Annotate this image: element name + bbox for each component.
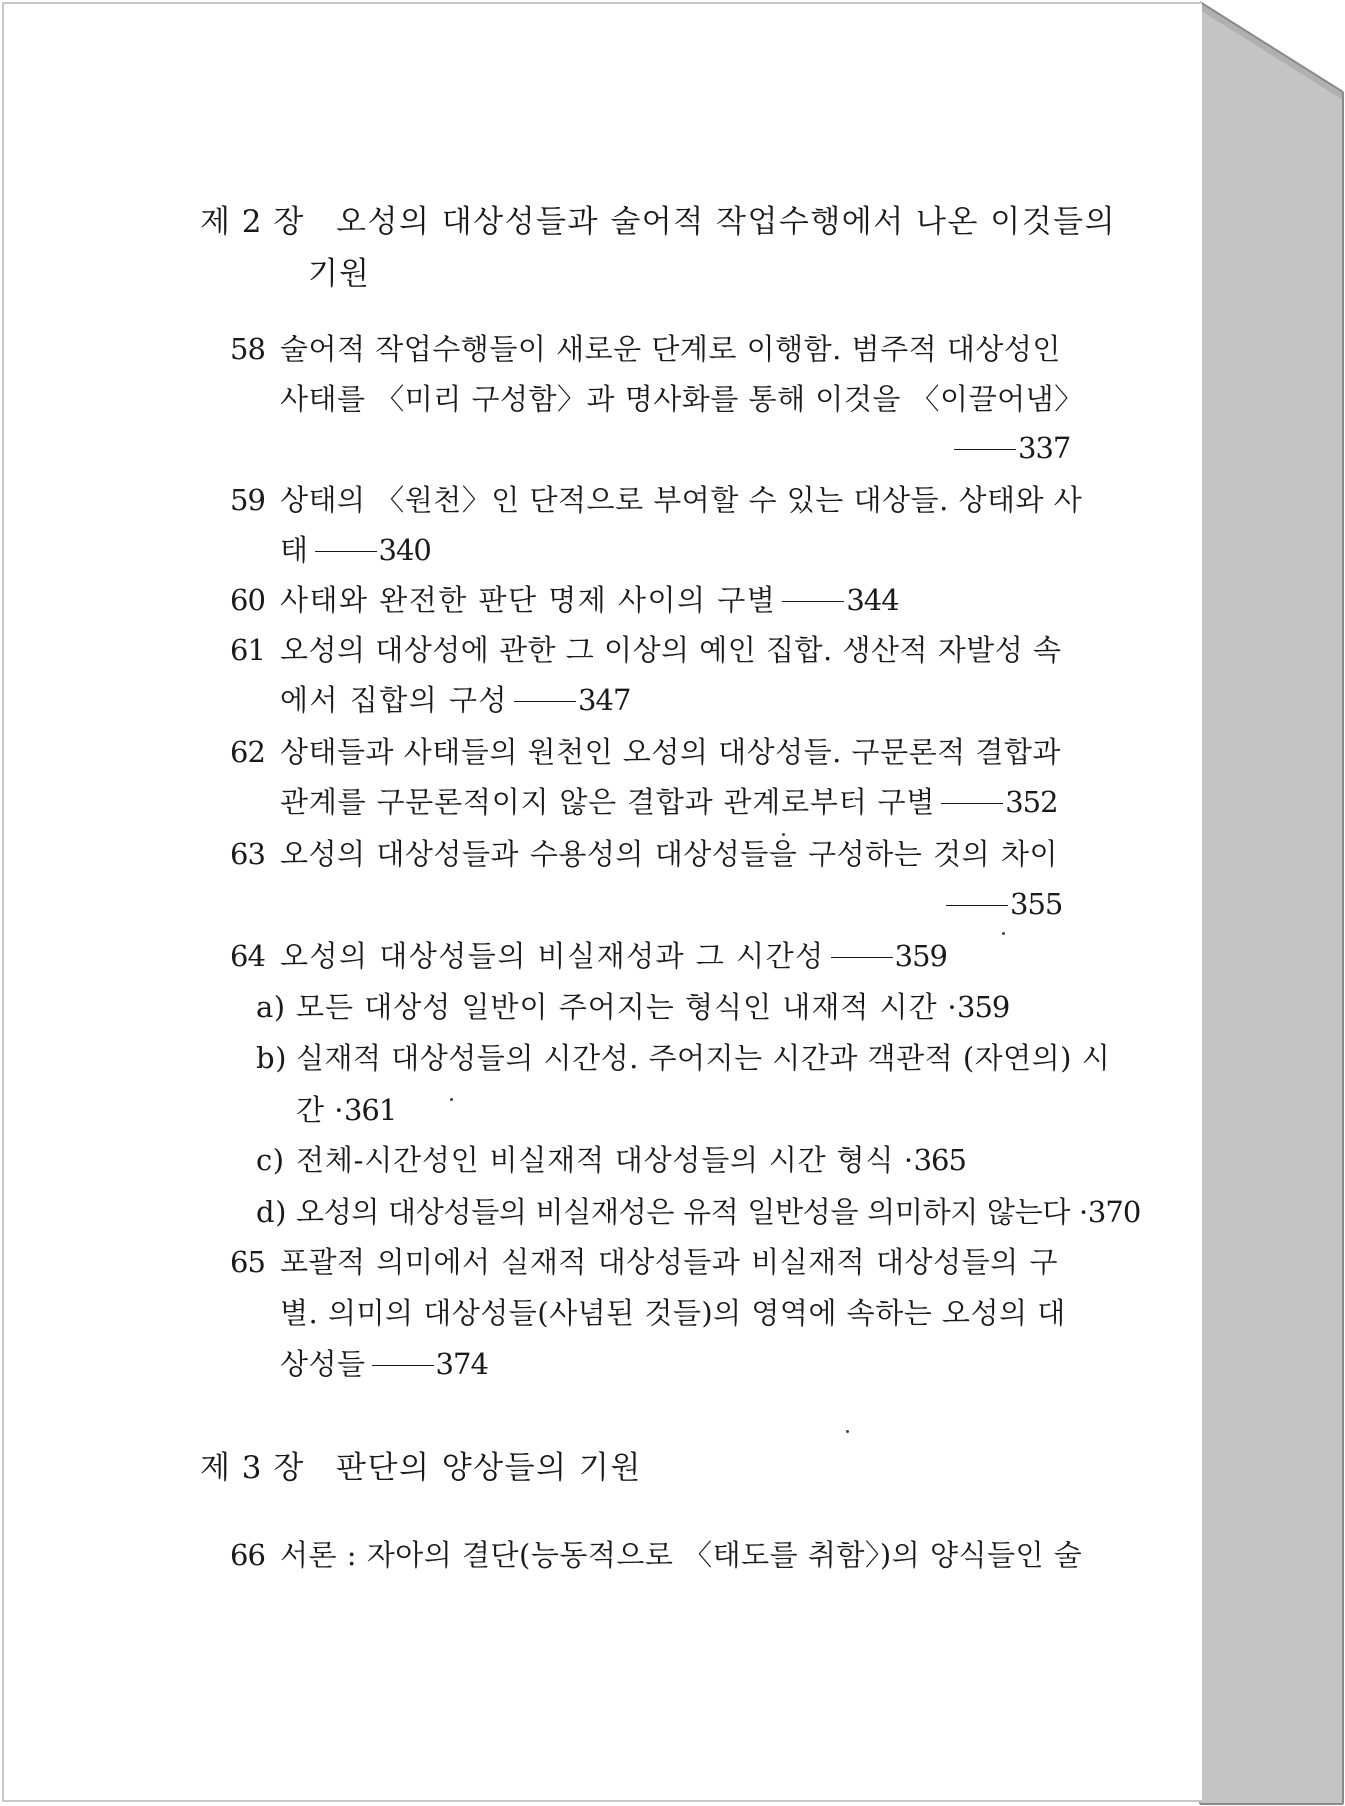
- leader-dash: [372, 1365, 434, 1366]
- entry-64a-separator: ·: [947, 990, 958, 1024]
- entry-65-line2: 별. 의미의 대상성들(사념된 것들)의 영역에 속하는 오성의 대: [280, 1296, 1066, 1330]
- entry-63-page: 355: [1010, 887, 1063, 921]
- scan-speck: [1002, 932, 1005, 935]
- entry-61-number: 61: [230, 633, 265, 667]
- entry-58-page: 337: [1018, 431, 1071, 465]
- entry-60-page: 344: [846, 583, 899, 617]
- leader-dash: [782, 601, 844, 602]
- entry-63-page-ref: [940, 884, 1062, 924]
- chapter-3-number: 제 3 장: [200, 1450, 305, 1486]
- leader-dash: [315, 551, 377, 552]
- entry-59-page: 340: [378, 533, 431, 567]
- entry-61-line1: 오성의 대상성에 관한 그 이상의 예인 집합. 생산적 자발성 속: [280, 633, 1062, 667]
- chapter-2-title-line2: 기원: [308, 256, 370, 292]
- leader-dash: [941, 803, 1003, 804]
- entry-62-number: 62: [230, 735, 265, 769]
- entry-60-line1: [280, 580, 899, 620]
- entry-64-text: 오성의 대상성들의 비실재성과 그 시간성: [280, 939, 825, 973]
- entry-63-number: 63: [230, 837, 265, 871]
- entry-65-line3: [280, 1344, 488, 1384]
- entry-58-line1: 술어적 작업수행들이 새로운 단계로 이행함. 범주적 대상성인: [280, 332, 1061, 366]
- entry-64d-text: 오성의 대상성들의 비실재성은 유적 일반성을 의미하지 않는다: [296, 1195, 1071, 1229]
- entry-66-line1: 서론 : 자아의 결단(능동적으로 〈태도를 취함〉)의 양식들인 술: [280, 1538, 1083, 1572]
- entry-61-line2: [280, 680, 630, 720]
- entry-64a-text: 모든 대상성 일반이 주어지는 형식인 내재적 시간: [296, 990, 938, 1024]
- chapter-2-title-line1: 오성의 대상성들과 술어적 작업수행에서 나온 이것들의: [336, 204, 1117, 240]
- entry-62-line2-text: 관계를 구문론적이지 않은 결합과 관계로부터 구별: [280, 785, 936, 819]
- entry-64b-line2: [296, 1090, 396, 1130]
- entry-64b-page: 361: [343, 1093, 397, 1127]
- entry-64c-line1: [296, 1140, 966, 1180]
- leader-dash: [514, 701, 576, 702]
- entry-62-line1: 상태들과 사태들의 원천인 오성의 대상성들. 구문론적 결합과: [280, 735, 1061, 769]
- entry-60-text: 사태와 완전한 판단 명제 사이의 구별: [280, 583, 777, 617]
- entry-58-page-ref: [948, 428, 1070, 468]
- entry-59-line1: 상태의 〈원천〉인 단적으로 부여할 수 있는 대상들. 상태와 사: [280, 483, 1083, 517]
- chapter-3-heading: [200, 1448, 642, 1488]
- scan-speck: [782, 833, 785, 836]
- entry-61-line2-text: 에서 집합의 구성: [280, 683, 509, 717]
- entry-61-page: 347: [578, 683, 631, 717]
- entry-64-number: 64: [230, 939, 265, 973]
- entry-64c-label: c): [256, 1143, 285, 1177]
- entry-65-page: 374: [435, 1347, 488, 1381]
- leader-dash: [954, 449, 1016, 450]
- chapter-2-heading: [200, 202, 1117, 242]
- entry-64a-line1: [296, 987, 1009, 1027]
- entry-64d-page: 370: [1087, 1195, 1141, 1229]
- scan-speck: [846, 1430, 849, 1433]
- entry-65-line3-text: 상성들: [280, 1347, 366, 1381]
- entry-58-line2: 사태를 〈미리 구성함〉과 명사화를 통해 이것을 〈이끌어냄〉: [280, 382, 1084, 416]
- entry-62-line2: [280, 782, 1058, 822]
- entry-65-number: 65: [230, 1245, 265, 1279]
- leader-dash: [946, 905, 1008, 906]
- entry-64d-line1: [296, 1192, 1140, 1232]
- chapter-3-title: 판단의 양상들의 기원: [336, 1450, 642, 1486]
- entry-62-page: 352: [1005, 785, 1058, 819]
- entry-64-line1: [280, 936, 947, 976]
- entry-66-number: 66: [230, 1538, 265, 1572]
- scan-speck: [450, 1098, 453, 1101]
- entry-59-number: 59: [230, 483, 265, 517]
- entry-64b-line1: 실재적 대상성들의 시간성. 주어지는 시간과 객관적 (자연의) 시: [296, 1041, 1111, 1075]
- entry-59-line2: [280, 530, 431, 570]
- entry-64a-page: 359: [957, 990, 1010, 1024]
- entry-64d-separator: ·: [1079, 1195, 1088, 1229]
- entry-58-number: 58: [230, 332, 265, 366]
- entry-64-page: 359: [894, 939, 947, 973]
- entry-64d-label: d): [256, 1195, 287, 1229]
- entry-64b-label: b): [256, 1041, 287, 1075]
- entry-64a-label: a): [256, 990, 286, 1024]
- entry-64c-separator: ·: [903, 1143, 914, 1177]
- chapter-2-number: 제 2 장: [200, 204, 305, 240]
- entry-64c-text: 전체-시간성인 비실재적 대상성들의 시간 형식: [296, 1143, 895, 1177]
- leader-dash: [831, 957, 893, 958]
- entry-65-line1: 포괄적 의미에서 실재적 대상성들과 비실재적 대상성들의 구: [280, 1245, 1058, 1279]
- entry-63-line1: 오성의 대상성들과 수용성의 대상성들을 구성하는 것의 차이: [280, 837, 1058, 871]
- entry-60-number: 60: [230, 583, 265, 617]
- entry-64b-line2-text: 간: [296, 1093, 325, 1127]
- entry-64b-separator: ·: [334, 1093, 344, 1127]
- entry-59-line2-text: 태: [280, 533, 309, 567]
- entry-64c-page: 365: [913, 1143, 966, 1177]
